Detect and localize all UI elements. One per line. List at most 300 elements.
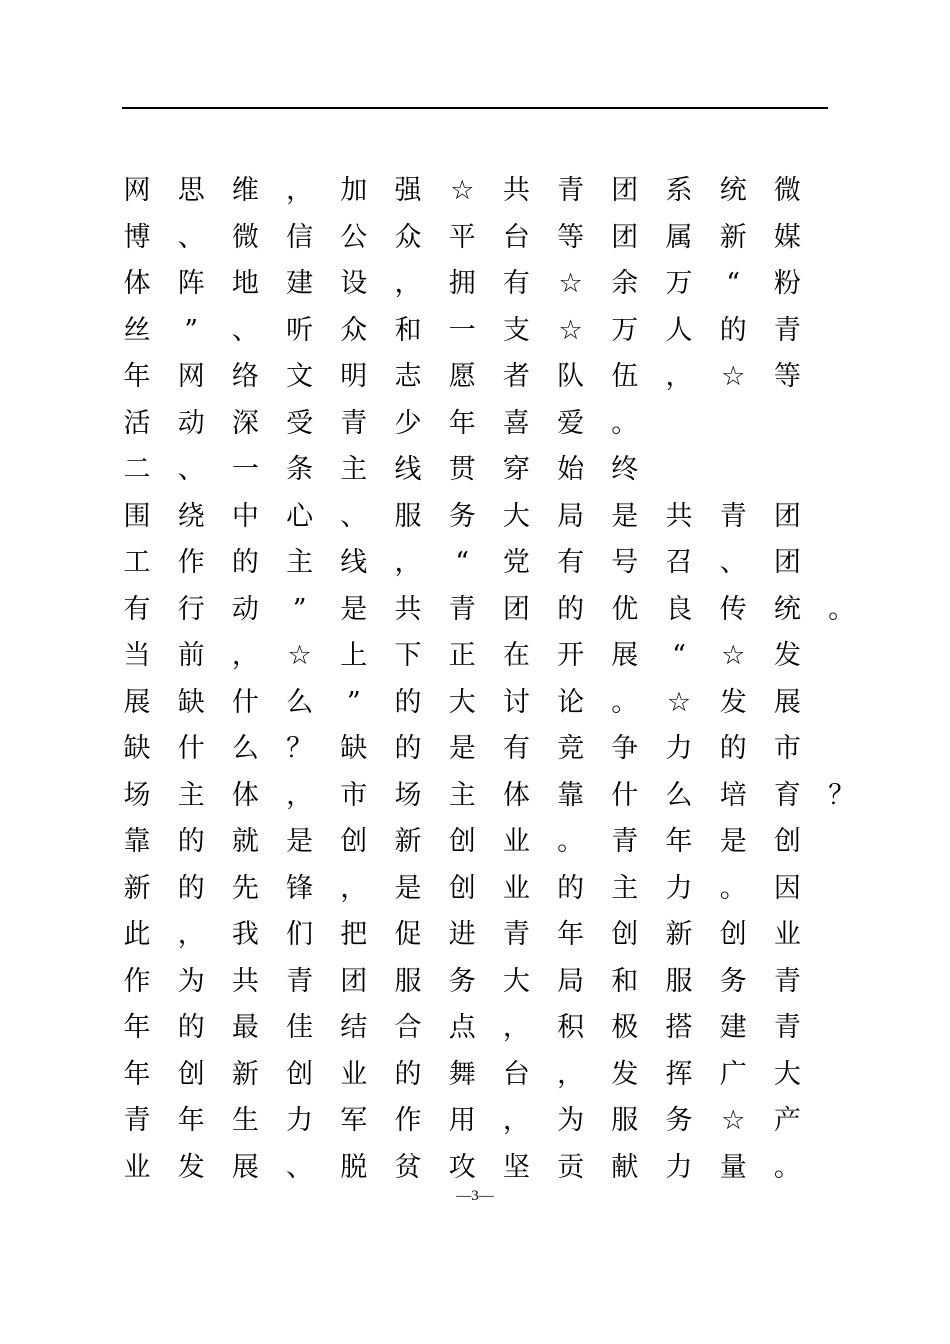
text-line: [110, 1145, 870, 1192]
text-char: 共: [502, 175, 530, 206]
text-char: ，: [177, 919, 205, 950]
text-char: ☆: [450, 175, 475, 206]
text-char: 络: [231, 361, 259, 392]
text-char: 舞: [448, 1058, 476, 1090]
text-line: [110, 401, 870, 448]
text-char: 和: [394, 314, 422, 346]
text-char: 等: [557, 221, 585, 253]
text-char: 是: [448, 733, 476, 764]
text-char: 献: [611, 1151, 639, 1183]
text-char: 场: [123, 779, 151, 811]
text-char: 设: [340, 268, 368, 299]
text-char: ☆: [721, 361, 746, 392]
text-char: 主: [340, 454, 368, 485]
text-line: [110, 1052, 870, 1099]
text-char: 、: [177, 454, 205, 485]
text-char: 线: [340, 547, 368, 578]
text-char: 创: [611, 919, 639, 950]
text-line: [110, 494, 870, 541]
text-char: 青: [340, 407, 368, 439]
text-char: 微: [773, 175, 801, 206]
text-char: 愿: [448, 361, 476, 392]
text-char: 思: [177, 175, 205, 206]
text-char: 争: [611, 733, 639, 764]
text-char: 务: [719, 965, 747, 997]
text-char: 么: [231, 733, 259, 764]
text-char: 。: [719, 872, 747, 904]
text-char: 发: [773, 640, 801, 671]
text-char: 维: [231, 175, 259, 206]
text-char: 年: [123, 361, 151, 392]
text-char: 们: [286, 919, 314, 950]
text-char: 年: [665, 826, 693, 857]
text-char: 服: [611, 1105, 639, 1136]
text-char: 团: [611, 221, 639, 253]
text-char: 贯: [448, 454, 476, 485]
text-char: 平: [448, 221, 476, 253]
text-char: 余: [611, 268, 639, 299]
text-char: ☆: [721, 640, 746, 671]
text-char: 业: [773, 919, 801, 950]
text-char: 点: [448, 1012, 476, 1043]
text-char: 的: [719, 314, 747, 346]
text-char: 。: [611, 407, 639, 439]
text-char: 创: [340, 826, 368, 857]
text-char: 团: [340, 965, 368, 997]
text-char: 业: [502, 872, 530, 904]
text-char: ，: [286, 175, 314, 206]
text-char: ，: [502, 1012, 530, 1043]
text-char: 展: [773, 686, 801, 718]
text-char: ☆: [558, 314, 583, 346]
text-char: ”: [184, 314, 199, 346]
text-char: 团: [773, 547, 801, 578]
text-char: 媒: [773, 221, 801, 253]
text-char: 靠: [123, 826, 151, 857]
text-char: 么: [665, 779, 693, 811]
text-char: 、: [177, 221, 205, 253]
text-char: 线: [394, 454, 422, 485]
text-char: 青: [286, 965, 314, 997]
text-char: 传: [719, 593, 747, 625]
text-char: 有: [502, 733, 530, 764]
text-char: 志: [394, 361, 422, 392]
text-char: 下: [394, 640, 422, 671]
text-char: 青: [773, 965, 801, 997]
text-char: 发: [177, 1151, 205, 1183]
text-char: 作: [394, 1105, 422, 1136]
text-char: 共: [394, 593, 422, 625]
text-char: 年: [448, 407, 476, 439]
text-char: 缺: [123, 733, 151, 764]
text-char: 支: [502, 314, 530, 346]
text-char: 力: [665, 1151, 693, 1183]
text-char: ☆: [558, 268, 583, 299]
text-char: 产: [773, 1105, 801, 1136]
text-char: ，: [231, 640, 259, 671]
text-char: ☆: [287, 640, 312, 671]
text-char: 统: [719, 175, 747, 206]
text-char: 台: [502, 221, 530, 253]
page-number: —3—: [456, 1188, 494, 1204]
text-char: 展: [231, 1151, 259, 1183]
text-char: 青: [123, 1105, 151, 1136]
text-char: 公: [340, 221, 368, 253]
text-char: 建: [719, 1012, 747, 1043]
text-char: 者: [502, 361, 530, 392]
text-char: 服: [394, 500, 422, 532]
text-char: 创: [177, 1058, 205, 1090]
text-char: 力: [665, 872, 693, 904]
text-char: 、: [340, 500, 368, 532]
text-char: 攻: [448, 1151, 476, 1183]
text-char: 心: [286, 500, 314, 532]
text-char: 极: [611, 1012, 639, 1043]
text-char: 等: [773, 361, 801, 392]
text-char: 队: [557, 361, 585, 392]
text-char: 促: [394, 919, 422, 950]
text-char: 贡: [557, 1151, 585, 1183]
text-char: 围: [123, 500, 151, 532]
text-char: ☆: [721, 1105, 746, 1136]
text-char: 作: [123, 965, 151, 997]
text-char: 是: [286, 826, 314, 857]
text-char: 青: [448, 593, 476, 625]
text-char: 体: [231, 779, 259, 811]
text-char: 佳: [286, 1012, 314, 1043]
text-char: 用: [448, 1105, 476, 1136]
text-char: 新: [231, 1058, 259, 1090]
text-char: 团: [773, 500, 801, 532]
text-char: 。: [828, 593, 856, 625]
text-char: 工: [123, 547, 151, 578]
text-char: 创: [773, 826, 801, 857]
text-char: 力: [286, 1105, 314, 1136]
text-char: ，: [340, 872, 368, 904]
text-char: 有: [502, 268, 530, 299]
text-char: 团: [502, 593, 530, 625]
text-char: 的: [394, 686, 422, 718]
text-line: [110, 959, 870, 1006]
text-char: 信: [286, 221, 314, 253]
text-char: 论: [557, 686, 585, 718]
text-char: 靠: [557, 779, 585, 811]
text-line: [110, 726, 870, 773]
text-char: ，: [557, 1058, 585, 1090]
text-char: 的: [557, 593, 585, 625]
text-line: [110, 633, 870, 680]
text-char: 召: [665, 547, 693, 578]
text-char: 挥: [665, 1058, 693, 1090]
text-char: 是: [719, 826, 747, 857]
text-char: 场: [394, 779, 422, 811]
text-char: 微: [231, 221, 259, 253]
text-char: 新: [719, 221, 747, 253]
text-char: 为: [177, 965, 205, 997]
text-char: 活: [123, 407, 151, 439]
text-char: 号: [611, 547, 639, 578]
text-char: 二: [123, 454, 151, 485]
text-char: 竞: [557, 733, 585, 764]
text-line: [110, 866, 870, 913]
text-char: 积: [557, 1012, 585, 1043]
text-char: 共: [665, 500, 693, 532]
text-char: 体: [502, 779, 530, 811]
text-char: 生: [231, 1105, 259, 1136]
text-char: 青: [773, 1012, 801, 1043]
text-char: ”: [292, 593, 307, 625]
text-char: 拥: [448, 268, 476, 299]
text-char: 正: [448, 640, 476, 671]
text-char: 力: [665, 733, 693, 764]
text-char: 、: [719, 547, 747, 578]
text-char: 市: [773, 733, 801, 764]
text-char: 大: [502, 965, 530, 997]
text-char: 进: [448, 919, 476, 950]
text-char: 穿: [502, 454, 530, 485]
text-char: 绕: [177, 500, 205, 532]
text-char: ，: [286, 779, 314, 811]
text-char: 当: [123, 640, 151, 671]
text-char: 贫: [394, 1151, 422, 1183]
text-char: 大: [773, 1058, 801, 1090]
text-char: 属: [665, 221, 693, 253]
text-char: 因: [773, 872, 801, 904]
text-char: 在: [502, 640, 530, 671]
text-char: 是: [394, 872, 422, 904]
text-char: 始: [557, 454, 585, 485]
text-char: 什: [611, 779, 639, 811]
text-char: 网: [177, 361, 205, 392]
body-text: [110, 168, 870, 1191]
text-char: 的: [177, 1012, 205, 1043]
text-char: 新: [394, 826, 422, 857]
text-char: ，: [665, 361, 693, 392]
text-char: “: [455, 547, 470, 578]
text-char: 创: [286, 1058, 314, 1090]
text-line: [110, 215, 870, 262]
text-char: 粉: [773, 268, 801, 299]
text-line: [110, 447, 870, 494]
text-line: [110, 1005, 870, 1052]
text-char: 博: [123, 221, 151, 253]
text-char: 的: [231, 547, 259, 578]
text-line: [110, 168, 870, 215]
text-char: 业: [340, 1058, 368, 1090]
text-char: 创: [448, 872, 476, 904]
text-char: 台: [502, 1058, 530, 1090]
text-char: 强: [394, 175, 422, 206]
text-char: 务: [448, 500, 476, 532]
text-char: 的: [719, 733, 747, 764]
text-char: ”: [346, 686, 361, 718]
text-char: 业: [123, 1151, 151, 1183]
text-char: 讨: [502, 686, 530, 718]
text-char: 伍: [611, 361, 639, 392]
text-char: 是: [340, 593, 368, 625]
text-char: ，: [394, 547, 422, 578]
text-char: 一: [231, 454, 259, 485]
text-char: 么: [286, 686, 314, 718]
text-char: 量: [719, 1151, 747, 1183]
text-char: 良: [665, 593, 693, 625]
text-char: 人: [665, 314, 693, 346]
text-char: 上: [340, 640, 368, 671]
text-char: 、: [286, 1151, 314, 1183]
text-char: 。: [557, 826, 585, 857]
text-char: 为: [557, 1105, 585, 1136]
text-char: 众: [340, 314, 368, 346]
text-char: 开: [557, 640, 585, 671]
text-char: 行: [177, 593, 205, 625]
text-line: [110, 354, 870, 401]
text-char: 务: [665, 1105, 693, 1136]
text-char: 文: [286, 361, 314, 392]
text-char: 新: [665, 919, 693, 950]
text-char: 明: [340, 361, 368, 392]
text-line: [110, 680, 870, 727]
text-char: ？: [286, 733, 314, 764]
text-char: 合: [394, 1012, 422, 1043]
text-char: 青: [502, 919, 530, 950]
text-char: 受: [286, 407, 314, 439]
text-char: 把: [340, 919, 368, 950]
text-char: 的: [177, 826, 205, 857]
text-char: 有: [123, 593, 151, 625]
text-char: 的: [394, 733, 422, 764]
text-char: 创: [448, 826, 476, 857]
text-char: 团: [611, 175, 639, 206]
text-char: 什: [231, 686, 259, 718]
text-char: 是: [611, 500, 639, 532]
text-char: 就: [231, 826, 259, 857]
text-char: 优: [611, 593, 639, 625]
text-char: 青: [719, 500, 747, 532]
text-char: 我: [231, 919, 259, 950]
text-char: 有: [557, 547, 585, 578]
text-char: 丝: [123, 314, 151, 346]
text-char: 创: [719, 919, 747, 950]
text-char: 青: [611, 826, 639, 857]
text-line: [110, 1098, 870, 1145]
text-char: ☆: [666, 686, 692, 718]
text-char: 前: [177, 640, 205, 671]
text-line: [110, 773, 870, 820]
text-char: 青: [557, 175, 585, 206]
text-char: 什: [177, 733, 205, 764]
text-char: 此: [123, 919, 151, 950]
text-char: 年: [123, 1058, 151, 1090]
text-char: 坚: [502, 1151, 530, 1183]
text-char: 发: [611, 1058, 639, 1090]
text-char: 听: [286, 314, 314, 346]
text-char: 爱: [557, 407, 585, 439]
text-char: 年: [123, 1012, 151, 1043]
text-char: 展: [611, 640, 639, 671]
text-char: 建: [286, 268, 314, 299]
text-char: 。: [773, 1151, 801, 1183]
text-char: 党: [502, 547, 530, 578]
text-char: 搭: [665, 1012, 693, 1043]
text-char: 统: [773, 593, 801, 625]
text-line: [110, 912, 870, 959]
text-char: 缺: [177, 686, 205, 718]
header-rule: [122, 107, 828, 109]
text-line: [110, 308, 870, 355]
text-char: ，: [394, 268, 422, 299]
text-line: [110, 261, 870, 308]
text-char: 新: [123, 872, 151, 904]
text-char: 的: [394, 1058, 422, 1090]
text-line: [110, 819, 870, 866]
text-char: 展: [123, 686, 151, 718]
text-char: 万: [665, 268, 693, 299]
text-char: 共: [231, 965, 259, 997]
text-char: 先: [231, 872, 259, 904]
text-char: 深: [231, 407, 259, 439]
text-char: 网: [123, 175, 151, 206]
text-char: 锋: [286, 872, 314, 904]
text-char: 脱: [340, 1151, 368, 1183]
text-char: 万: [611, 314, 639, 346]
text-char: 缺: [340, 733, 368, 764]
text-char: 主: [177, 779, 205, 811]
text-char: 广: [719, 1058, 747, 1090]
text-char: 大: [502, 500, 530, 532]
text-char: 局: [557, 965, 585, 997]
text-char: 主: [286, 547, 314, 578]
text-char: 培: [719, 779, 747, 811]
text-char: 地: [231, 268, 259, 299]
text-char: 少: [394, 407, 422, 439]
text-char: 务: [448, 965, 476, 997]
text-char: 主: [611, 872, 639, 904]
text-char: 众: [394, 221, 422, 253]
text-line: [110, 587, 870, 634]
text-char: 最: [231, 1012, 259, 1043]
text-char: 系: [665, 175, 693, 206]
text-char: “: [672, 640, 686, 671]
text-line: [110, 540, 870, 587]
text-char: 条: [286, 454, 314, 485]
text-char: 育: [773, 779, 801, 811]
text-char: 大: [448, 686, 476, 718]
text-char: 终: [611, 454, 639, 485]
text-char: 主: [448, 779, 476, 811]
text-char: “: [726, 268, 741, 299]
text-char: ，: [502, 1105, 530, 1136]
text-char: ？: [828, 779, 856, 811]
text-char: 的: [177, 872, 205, 904]
text-char: 、: [231, 314, 259, 346]
text-char: 青: [773, 314, 801, 346]
text-char: 加: [340, 175, 368, 206]
text-char: 体: [123, 268, 151, 299]
text-char: 年: [557, 919, 585, 950]
text-char: 动: [177, 407, 205, 439]
text-char: 一: [448, 314, 476, 346]
text-char: 军: [340, 1105, 368, 1136]
text-char: 发: [719, 686, 747, 718]
text-char: 业: [502, 826, 530, 857]
text-char: 中: [231, 500, 259, 532]
text-char: 阵: [177, 268, 205, 299]
text-char: 动: [231, 593, 259, 625]
text-char: 结: [340, 1012, 368, 1043]
text-char: 喜: [502, 407, 530, 439]
text-char: 和: [611, 965, 639, 997]
text-char: 。: [611, 686, 639, 718]
